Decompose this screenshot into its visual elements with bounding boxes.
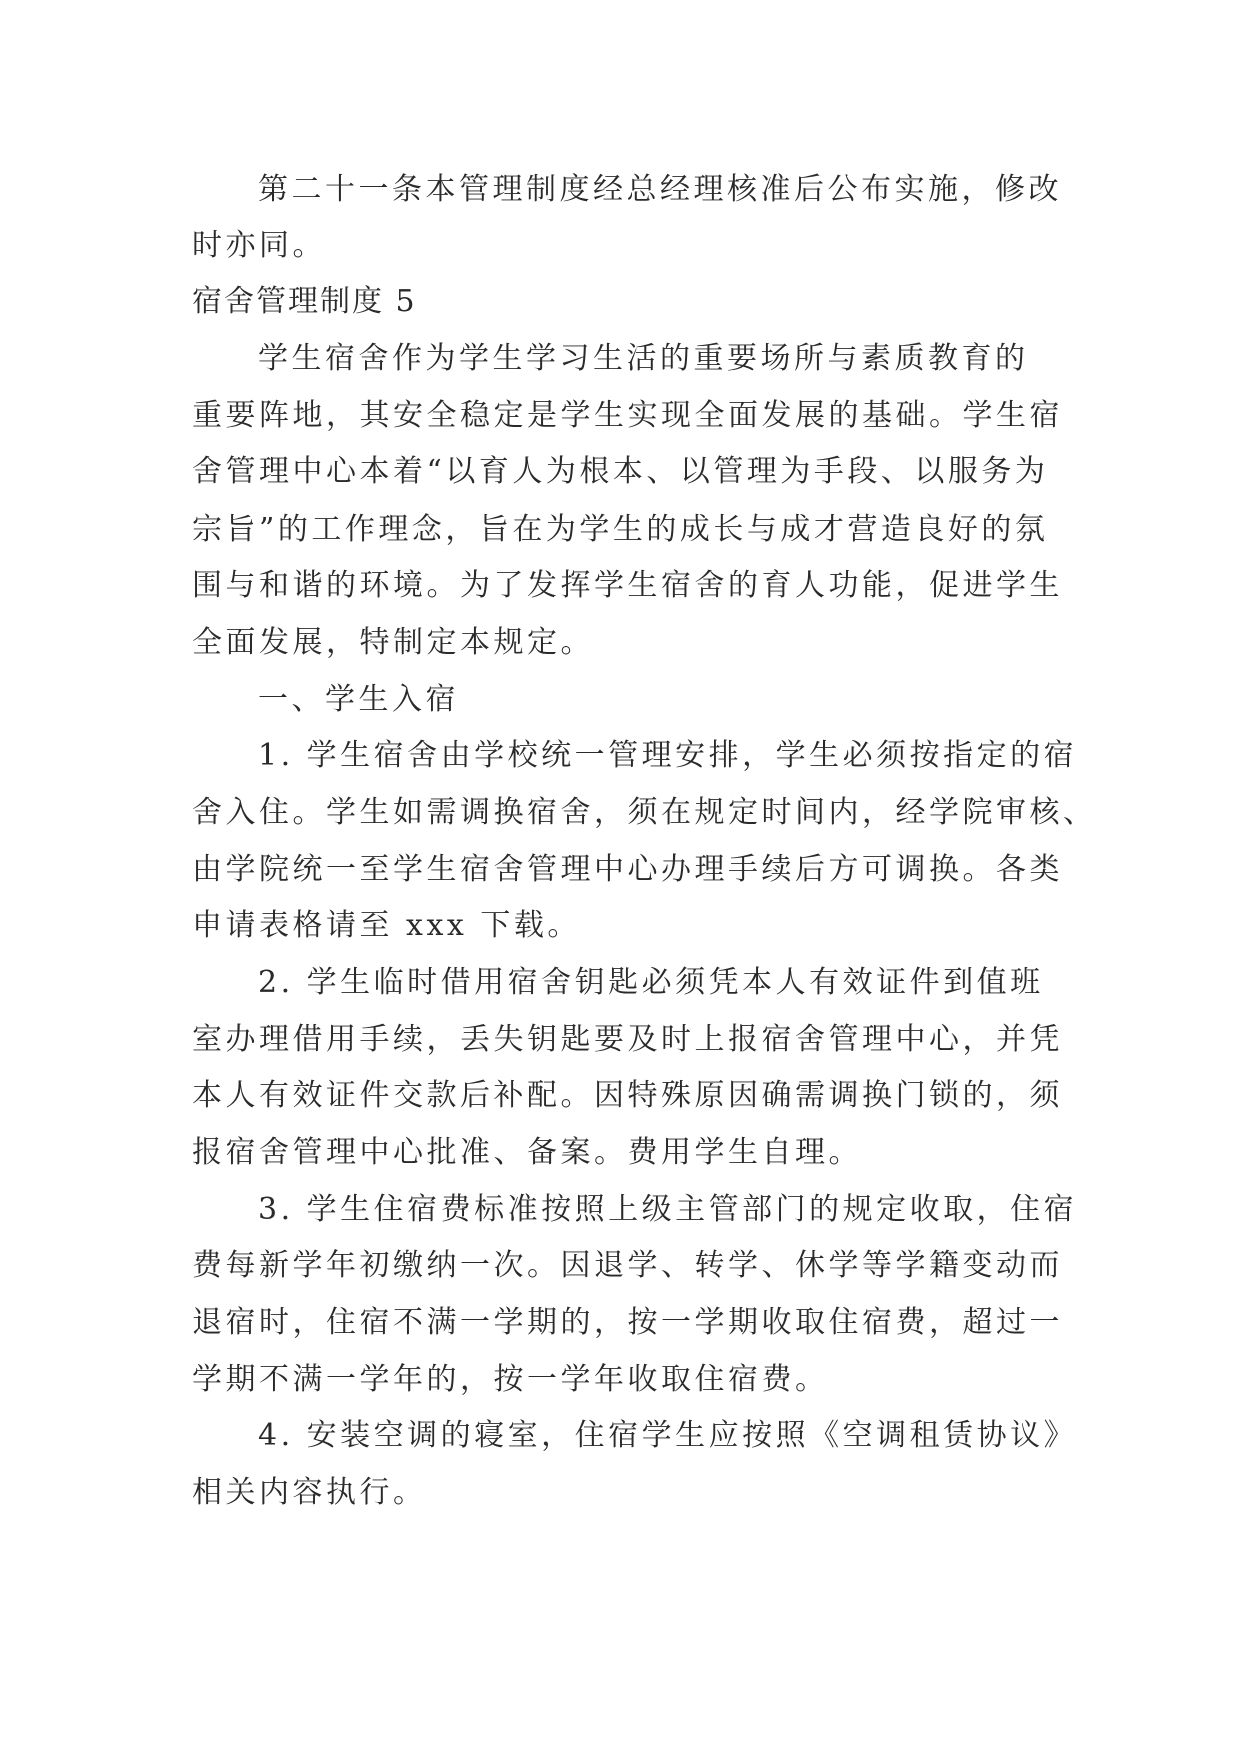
- text-line: 宗旨”的工作理念，旨在为学生的成长与成才营造良好的氛: [192, 512, 1049, 547]
- text-line: 4. 安装空调的寝室，住宿学生应按照《空调租赁协议》: [258, 1418, 1078, 1453]
- text-line: 时亦同。: [192, 228, 326, 263]
- text-line: 舍管理中心本着“以育人为根本、以管理为手段、以服务为: [192, 454, 1049, 489]
- subsection-heading: 一、学生入宿: [258, 682, 459, 717]
- text-line: 重要阵地，其安全稳定是学生实现全面发展的基础。学生宿: [192, 398, 1063, 433]
- text-line: 相关内容执行。: [192, 1475, 427, 1510]
- text-line: 学生宿舍作为学生学习生活的重要场所与素质教育的: [258, 341, 1029, 376]
- text-line: 围与和谐的环境。为了发挥学生宿舍的育人功能，促进学生: [192, 568, 1063, 603]
- text-line: 舍入住。学生如需调换宿舍，须在规定时间内，经学院审核、: [192, 795, 1097, 830]
- text-line: 本人有效证件交款后补配。因特殊原因确需调换门锁的，须: [192, 1078, 1063, 1113]
- text-line: 费每新学年初缴纳一次。因退学、转学、休学等学籍变动而: [192, 1248, 1063, 1283]
- text-line: 报宿舍管理中心批准、备案。费用学生自理。: [192, 1135, 862, 1170]
- section-heading: 宿舍管理制度 5: [192, 284, 417, 319]
- text-line: 室办理借用手续，丢失钥匙要及时上报宿舍管理中心，并凭: [192, 1022, 1063, 1057]
- text-line: 由学院统一至学生宿舍管理中心办理手续后方可调换。各类: [192, 852, 1063, 887]
- text-line: 全面发展，特制定本规定。: [192, 625, 594, 660]
- text-line: 退宿时，住宿不满一学期的，按一学期收取住宿费，超过一: [192, 1305, 1063, 1340]
- text-line: 2. 学生临时借用宿舍钥匙必须凭本人有效证件到值班: [258, 965, 1044, 1000]
- text-line: 学期不满一学年的，按一学年收取住宿费。: [192, 1362, 829, 1397]
- text-line: 申请表格请至 xxx 下载。: [192, 908, 581, 943]
- text-line: 3. 学生住宿费标准按照上级主管部门的规定收取，住宿: [258, 1192, 1078, 1227]
- text-line: 1. 学生宿舍由学校统一管理安排，学生必须按指定的宿: [258, 738, 1078, 773]
- text-line: 第二十一条本管理制度经总经理核准后公布实施，修改: [258, 172, 1062, 207]
